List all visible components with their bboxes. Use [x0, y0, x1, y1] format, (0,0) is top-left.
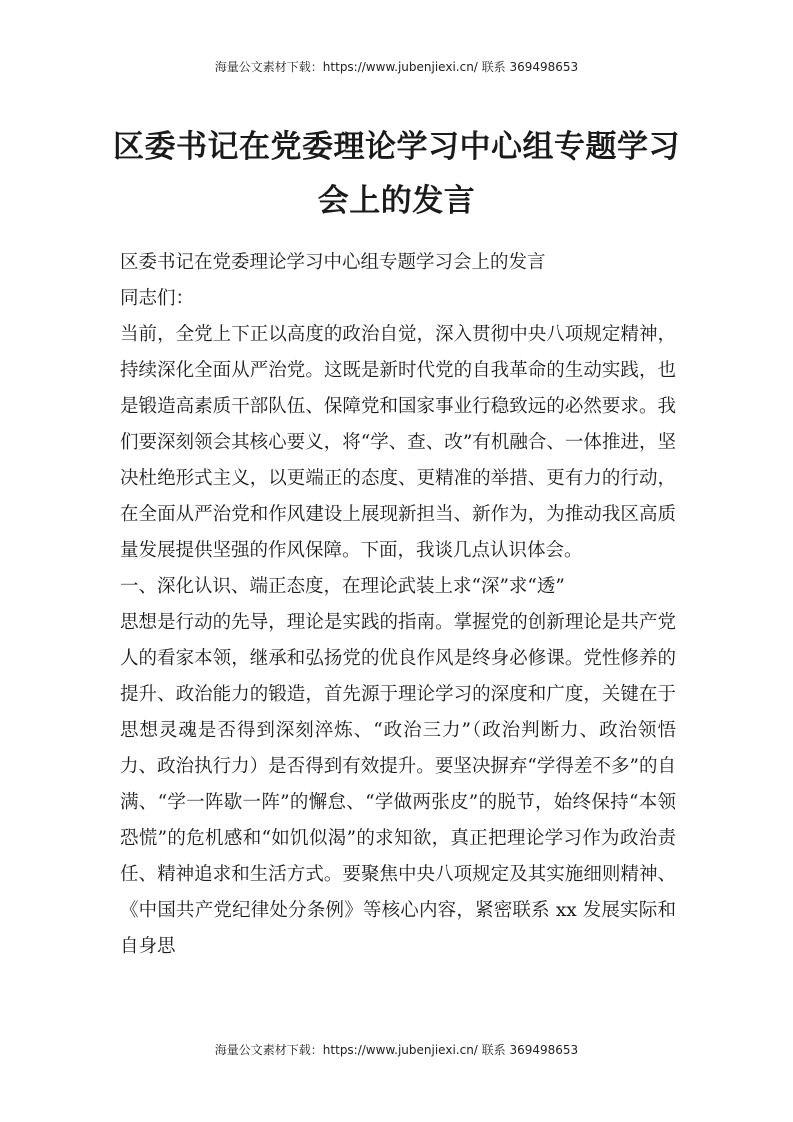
- subtitle: 区委书记在党委理论学习中心组专题学习会上的发言: [120, 252, 546, 273]
- section-heading-1: 一、深化认识、端正态度，在理论武装上求“深”求“透”: [120, 576, 565, 597]
- paragraph-section-1: 思想是行动的先导，理论是实践的指南。掌握党的创新理论是共产党人的看家本领，继承和弘扬党的优良作风是终身必修课。党性修养的提升、政治能力的锻造，首先源于理论学习的深度和广度，关键在于思想灵魂是否得到深刻淬炼、“政治三力”（政治判断力、政治领悟力、政治执行力）是否得到有效提升。要坚决摒弃“学得差不多”的自满、“学一阵歇一阵”的懈怠、“学做两张皮”的脱节，始终保持“本领恐慌”的危机感和“如饥似渴”的求知欲，真正把理论学习作为政治责任、精神追求和生活方式。要聚焦中央八项规定及其实施细则精神、《中国共产党纪律处分条例》等核心内容，紧密联系 xx 发展实际和自身思: [120, 612, 676, 957]
- page-header: 海量公文素材下载：https://www.jubenjiexi.cn/ 联系 369498653: [214, 60, 579, 74]
- title-line-1: 区委书记在党委理论学习中心组专题学习: [113, 129, 680, 165]
- title-line-2: 会上的发言: [317, 183, 476, 219]
- paragraph-intro: 当前，全党上下正以高度的政治自觉，深入贯彻中央八项规定精神，持续深化全面从严治党。这既是新时代党的自我革命的生动实践，也是锻造高素质干部队伍、保障党和国家事业行稳致远的必然要求。我们要深刻领会其核心要义，将“学、查、改”有机融合、一体推进，坚决杜绝形式主义，以更端正的态度、更精准的举措、更有力的行动，在全面从严治党和作风建设上展现新担当、新作为，为推动我区高质量发展提供坚强的作风保障。下面，我谈几点认识体会。: [120, 324, 676, 561]
- page-footer: 海量公文素材下载：https://www.jubenjiexi.cn/ 联系 369498653: [214, 1043, 579, 1057]
- salutation: 同志们：: [120, 288, 195, 309]
- document-body: [120, 245, 676, 965]
- document-title: [100, 120, 693, 228]
